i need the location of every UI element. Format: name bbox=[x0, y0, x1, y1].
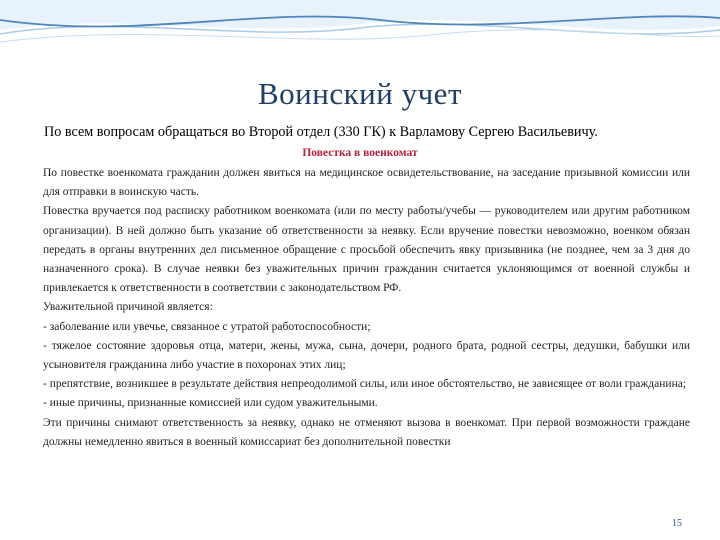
decorative-wave-header bbox=[0, 0, 720, 80]
list-item: - тяжелое состояние здоровья отца, матери, жены, мужа, сына, дочери, родного брата, родной сестры, дедушки, бабушки или усыновителя гражданина либо участие в похоронах этих лиц; bbox=[43, 339, 690, 372]
paragraph: Повестка вручается под расписку работником военкомата (или по месту работы/учебы — руководителем или другим работником организации). В ней должно быть указание об ответственности за неявку. Если вручение повестки невозможно, военком обязан передать в органы внутренних дел письменное обращение с просьбой обеспечить явку призывника (не позднее, чем за 3 дня до назначенного срока). В случае неявки без уважительных причин гражданин считается уклоняющимся от военной службы и привлекается к ответственности в соответствии с законодательством РФ. bbox=[43, 205, 690, 295]
slide-title: Воинский учет bbox=[257, 76, 462, 111]
list-item: - иные причины, признанные комиссией или судом уважительными. bbox=[43, 397, 378, 410]
page-number: 15 bbox=[672, 518, 682, 529]
body-text bbox=[43, 164, 690, 452]
contact-intro: По всем вопросам обращаться во Второй отдел (330 ГК) к Варламову Сергею Васильевичу. bbox=[44, 124, 598, 140]
section-heading: Повестка в военкомат bbox=[302, 147, 418, 159]
list-item: - препятствие, возникшее в результате действия непреодолимой силы, или иное обстоятельство, не зависящее от воли гражданина; bbox=[43, 378, 687, 391]
paragraph: Эти причины снимают ответственность за неявку, однако не отменяют вызова в военкомат. При первой возможности граждане должны немедленно явиться в военный комиссариат без дополнительной повестки bbox=[43, 416, 690, 448]
paragraph: По повестке военкомата гражданин должен явиться на медицинское освидетельствование, на заседание призывной комиссии или для отправки в воинскую часть. bbox=[43, 167, 690, 199]
wave-line-thin bbox=[0, 30, 720, 42]
paragraph: Уважительной причиной является: bbox=[43, 301, 213, 314]
wave-fill bbox=[0, 0, 720, 30]
list-item: - заболевание или увечье, связанное с утратой работоспособности; bbox=[43, 320, 371, 333]
